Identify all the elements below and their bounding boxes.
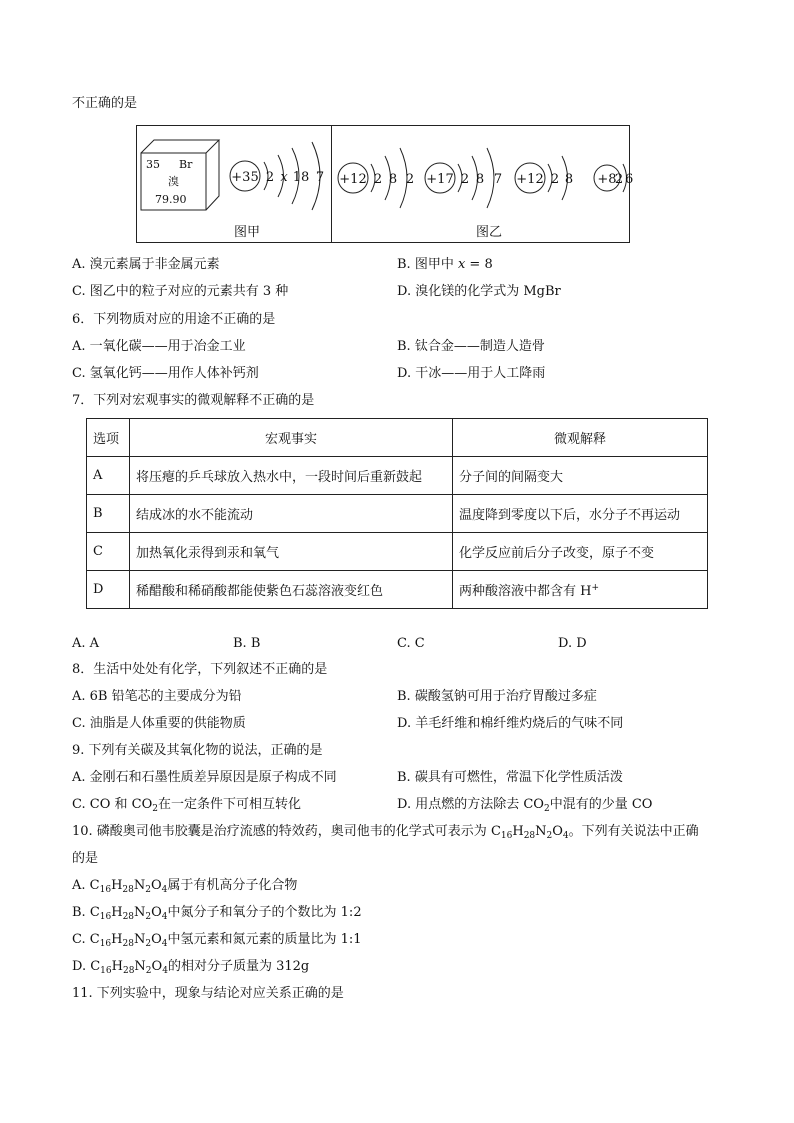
q10-option-a-text: 属于有机高分子化合物: [167, 878, 298, 893]
q6-option-a: A. 一氧化碳——用于冶金工业: [72, 339, 246, 354]
atom-b1-nucleus: +12: [339, 172, 367, 187]
header-cell: 微观解释: [453, 419, 708, 457]
q6-option-d: D. 干冰——用于人工降雨: [397, 366, 546, 381]
q5-option-d: D. 溴化镁的化学式为 MgBr: [397, 284, 561, 299]
formula-sub: 28: [523, 831, 536, 841]
table-cell: A: [87, 457, 130, 495]
q10-option-c-text: 中氢元素和氮元素的质量比为 1:1: [167, 932, 362, 947]
atom-diagrams: [137, 126, 634, 244]
formula-element: N: [134, 905, 146, 920]
formula-sub: 2: [546, 831, 553, 841]
q9-option-d-rest: 中混有的少量 CO: [549, 797, 653, 812]
q5-option-c: C. 图乙中的粒子对应的元素共有 3 种: [72, 284, 289, 299]
option-letter: A. C: [72, 878, 100, 893]
atom-a-e3: 18: [292, 170, 310, 185]
table-cell: 加热氧化汞得到汞和氧气: [130, 533, 453, 571]
formula-sub: 28: [122, 885, 134, 895]
formula-element: H: [111, 932, 123, 947]
q8-option-c: C. 油脂是人体重要的供能物质: [72, 716, 246, 731]
label-jia: 图甲: [233, 225, 261, 240]
formula-sub: 4: [161, 885, 168, 895]
atom-b4-e2: 6: [625, 172, 634, 187]
label-yi: 图乙: [475, 225, 503, 240]
formula-sub: 2: [145, 939, 152, 949]
q9-option-c-sub: 2: [152, 804, 158, 814]
table-row: [87, 495, 708, 533]
q9-option-b: B. 碳具有可燃性，常温下化学性质活泼: [397, 770, 623, 785]
q10-stem-text: 10. 磷酸奥司他韦胶囊是治疗流感的特效药，奥司他韦的化学式可表示为 C: [72, 824, 501, 839]
q10-option-b-text: 中氮分子和氧分子的个数比为 1:2: [167, 905, 362, 920]
table-header-row: [87, 419, 708, 457]
atom-b2-e1: 2: [460, 172, 470, 187]
formula-element: O: [151, 905, 162, 920]
q9-option-a: A. 金刚石和石墨性质差异原因是原子构成不同: [72, 770, 337, 785]
formula-sub: 16: [99, 939, 112, 949]
q7-option-d: D. D: [558, 636, 587, 651]
formula-element: N: [133, 878, 146, 893]
formula-sub: 16: [100, 966, 112, 976]
formula-sub: 16: [500, 831, 513, 841]
formula-sub: 2: [145, 912, 152, 922]
q6-option-c: C. 氢氧化钙——用作人体补钙剂: [72, 366, 259, 381]
option-letter: D. C: [72, 959, 101, 974]
q9-option-c-rest: 在一定条件下可相互转化: [157, 797, 301, 812]
table-cell: C: [87, 533, 130, 571]
q10-option-d: [72, 958, 309, 976]
formula-element: N: [133, 932, 146, 947]
formula-sub: 16: [99, 912, 112, 922]
element-number: 35: [146, 158, 160, 171]
atom-a-e1: 2: [265, 170, 275, 185]
formula-element: N: [535, 824, 547, 839]
q5-option-b-var: x: [457, 257, 466, 272]
formula-sub: 28: [122, 912, 135, 922]
q10-stem-rest: 。下列有关说法中正确: [568, 824, 699, 839]
q10-option-d-text: 的相对分子质量为 312g: [167, 959, 310, 974]
q7-option-b: B. B: [233, 636, 261, 651]
table-cell: 分子间的间隔变大: [453, 457, 708, 495]
q5-option-b-text: B. 图甲中: [397, 257, 458, 272]
q10-stem-line2: 的是: [72, 851, 99, 866]
formula-sub: 28: [122, 966, 135, 976]
formula-sub: 4: [161, 939, 168, 949]
table-row: [87, 533, 708, 571]
q9-option-d-text: D. 用点燃的方法除去 CO: [397, 797, 544, 812]
atom-b3-nucleus: +12: [516, 172, 544, 187]
q9-option-d: [397, 796, 652, 814]
atom-a-nucleus: +35: [231, 170, 259, 185]
q7-table: [86, 418, 708, 609]
q5-option-b-value: = 8: [465, 257, 493, 272]
atom-b1-e1: 2: [373, 172, 383, 187]
q6-stem: 6．下列物质对应的用途不正确的是: [72, 312, 276, 327]
formula-element: O: [151, 959, 163, 974]
atom-b3-e2: 8: [564, 172, 574, 187]
table-row: [87, 571, 708, 609]
atom-b2-nucleus: +17: [426, 172, 454, 187]
formula-element: O: [552, 824, 563, 839]
table-cell: [453, 571, 708, 609]
element-mass: 79.90: [155, 193, 187, 206]
q8-option-b: B. 碳酸氢钠可用于治疗胃酸过多症: [397, 689, 597, 704]
q6-option-b: B. 钛合金——制造人造骨: [397, 339, 545, 354]
formula-sub: 4: [562, 831, 569, 841]
atom-b2-e2: 8: [475, 172, 485, 187]
table-cell: D: [87, 571, 130, 609]
q5-intro: 不正确的是: [72, 96, 138, 111]
header-cell: 选项: [87, 419, 130, 457]
table-cell: 结成冰的水不能流动: [130, 495, 453, 533]
q7-option-a: A. A: [72, 636, 100, 651]
atom-a-e4: 7: [315, 170, 325, 185]
q8-option-d: D. 羊毛纤维和棉纤维灼烧后的气味不同: [397, 716, 624, 731]
formula-element: H: [111, 905, 123, 920]
q5-option-b: [397, 256, 493, 274]
table-row: [87, 457, 708, 495]
q9-option-c: [72, 796, 301, 814]
q7-option-c: C. C: [397, 636, 425, 651]
option-letter: C. C: [72, 932, 100, 947]
table-cell: 将压瘪的乒乓球放入热水中，一段时间后重新鼓起: [130, 457, 453, 495]
q7-stem: 7．下列对宏观事实的微观解释不正确的是: [72, 393, 315, 408]
formula-element: O: [150, 878, 162, 893]
atom-b4-nucleus: +8: [597, 172, 617, 187]
formula-sub: 16: [99, 885, 112, 895]
formula-element: H: [512, 824, 524, 839]
formula-element: N: [134, 959, 146, 974]
formula-sub: 2: [145, 885, 151, 895]
q11-stem: 11. 下列实验中，现象与结论对应关系正确的是: [72, 986, 344, 1001]
cell-superscript: +: [591, 583, 600, 593]
formula-sub: 28: [122, 939, 134, 949]
element-name: 溴: [168, 175, 179, 188]
q9-stem: 9. 下列有关碳及其氧化物的说法，正确的是: [72, 743, 323, 758]
formula-element: H: [111, 878, 123, 893]
q10-stem: [72, 823, 699, 841]
option-letter: B. C: [72, 905, 100, 920]
atom-b2-e3: 7: [493, 172, 503, 187]
formula-sub: 2: [145, 966, 152, 976]
element-symbol: Br: [179, 158, 193, 171]
table-cell: B: [87, 495, 130, 533]
atom-b1-e3: 2: [405, 172, 415, 187]
q10-option-b: [72, 904, 362, 922]
header-cell: 宏观事实: [130, 419, 453, 457]
q5-figure: [136, 125, 634, 243]
q9-option-d-sub: 2: [543, 804, 550, 814]
formula-element: O: [151, 932, 162, 947]
formula-element: H: [111, 959, 123, 974]
q9-option-c-text: C. CO 和 CO: [72, 797, 153, 812]
q10-option-c: [72, 931, 362, 949]
formula-sub: 4: [162, 966, 168, 976]
table-cell: 温度降到零度以下后，水分子不再运动: [453, 495, 708, 533]
q10-option-a: [72, 877, 297, 895]
q8-option-a: A. 6B 铅笔芯的主要成分为铅: [72, 689, 242, 704]
q8-stem: 8．生活中处处有化学，下列叙述不正确的是: [72, 662, 328, 677]
q5-option-a: A. 溴元素属于非金属元素: [72, 257, 220, 272]
atom-b3-e1: 2: [550, 172, 560, 187]
table-cell: 稀醋酸和稀硝酸都能使紫色石蕊溶液变红色: [130, 571, 453, 609]
formula-sub: 4: [161, 912, 168, 922]
atom-b4-e1: 2: [614, 172, 624, 187]
atom-a-e2: x: [280, 170, 288, 185]
cell-text: 两种酸溶液中都含有 H: [459, 584, 592, 599]
table-cell: 化学反应前后分子改变，原子不变: [453, 533, 708, 571]
atom-b1-e2: 8: [388, 172, 398, 187]
